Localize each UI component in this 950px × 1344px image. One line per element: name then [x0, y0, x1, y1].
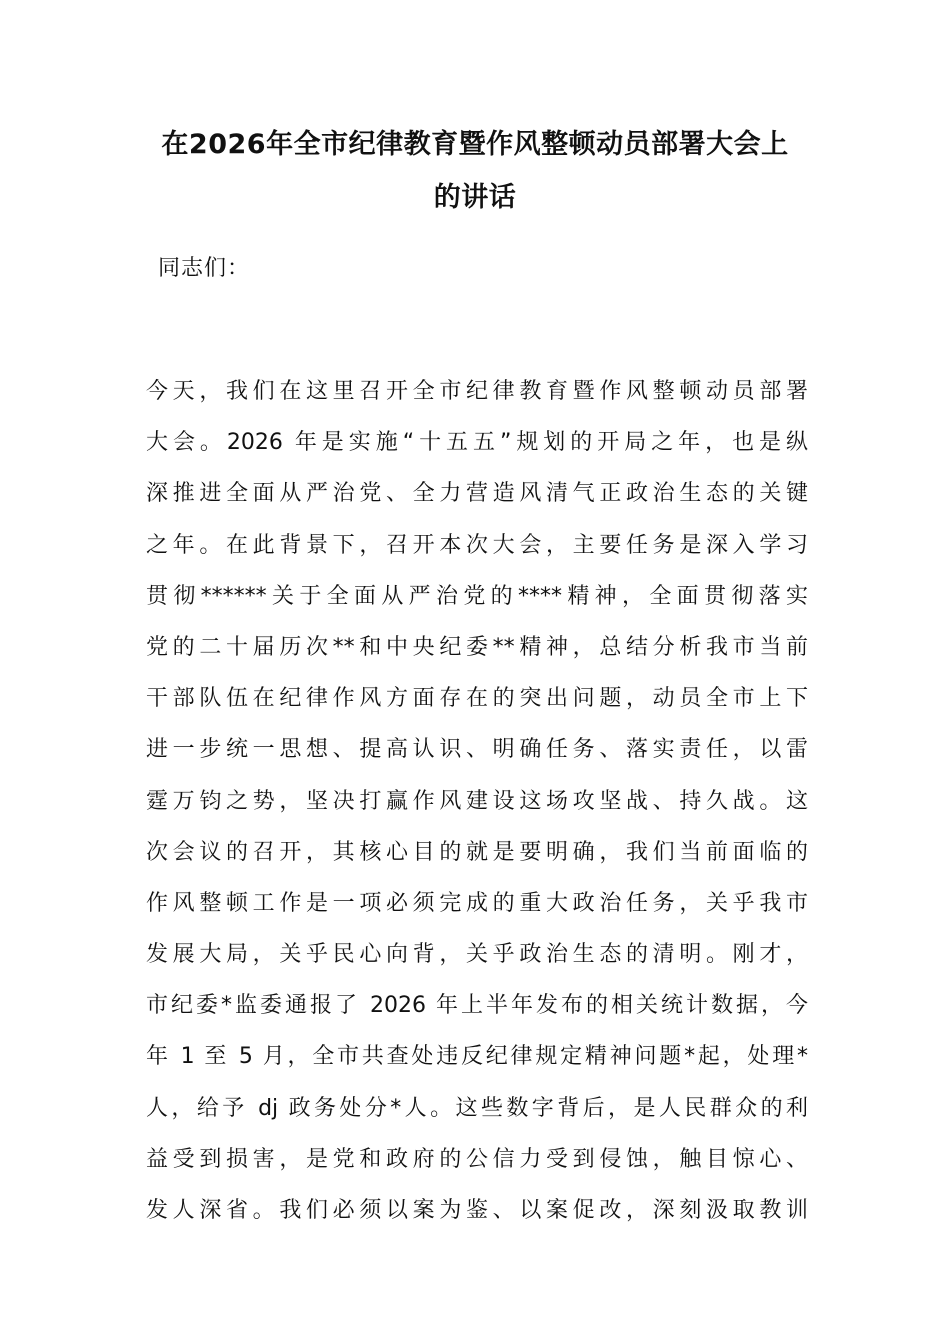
body-line: 作风整顿工作是一项必须完成的重大政治任务，关乎我市: [146, 890, 808, 916]
salutation: 同志们：: [158, 256, 251, 281]
body-line: 党的二十届历次**和中央纪委**精神，总结分析我市当前: [146, 634, 808, 660]
document-title-line-1: 在2026年全市纪律教育暨作风整顿动员部署大会上: [161, 129, 789, 160]
body-line: 大会。2026 年是实施“十五五”规划的开局之年，也是纵: [146, 430, 808, 456]
body-line: 之年。在此背景下，召开本次大会，主要任务是深入学习: [146, 532, 808, 558]
document-title-line-2: 的讲话: [433, 182, 517, 213]
body-line: 霆万钧之势，坚决打赢作风建设这场攻坚战、持久战。这: [146, 788, 808, 814]
body-line: 市纪委*监委通报了 2026 年上半年发布的相关统计数据，今: [146, 993, 808, 1019]
body-paragraph: [146, 374, 808, 1244]
body-line: 干部队伍在纪律作风方面存在的突出问题，动员全市上下: [146, 686, 808, 712]
body-line: 进一步统一思想、提高认识、明确任务、落实责任，以雷: [146, 737, 808, 763]
body-line: 深推进全面从严治党、全力营造风清气正政治生态的关键: [146, 481, 808, 507]
body-line: 发展大局，关乎民心向背，关乎政治生态的清明。刚才，: [146, 942, 808, 968]
body-line: 次会议的召开，其核心目的就是要明确，我们当前面临的: [146, 839, 808, 865]
body-line: 益受到损害，是党和政府的公信力受到侵蚀，触目惊心、: [146, 1146, 808, 1172]
body-line: 发人深省。我们必须以案为鉴、以案促改，深刻汲取教训: [146, 1198, 808, 1223]
body-line: 人，给予 dj 政务处分*人。这些数字背后，是人民群众的利: [146, 1095, 808, 1121]
body-line: 今天，我们在这里召开全市纪律教育暨作风整顿动员部署: [146, 379, 808, 404]
body-line: 贯彻******关于全面从严治党的****精神，全面贯彻落实: [146, 583, 808, 609]
body-line: 年 1 至 5 月，全市共查处违反纪律规定精神问题*起，处理*: [146, 1044, 808, 1070]
